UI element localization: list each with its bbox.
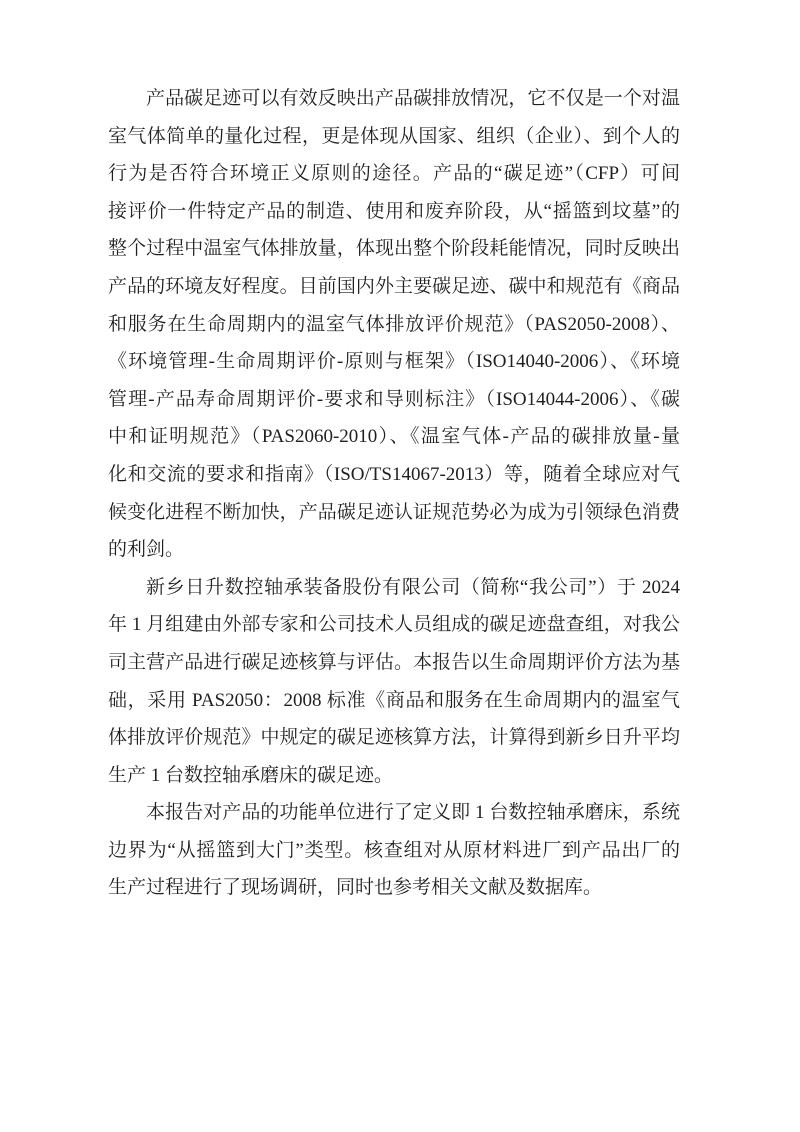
- text-line: 本报告对产品的功能单位进行了定义即 1 台数控轴承磨床，系统: [146, 802, 680, 824]
- text-line: 室气体简单的量化过程，更是体现从国家、组织（企业）、到个人的: [108, 125, 680, 147]
- text-line: 和服务在生命周期内的温室气体排放评价规范》（PAS2050-2008）、: [108, 313, 680, 335]
- text-line: 产品碳足迹可以有效反映出产品碳排放情况，它不仅是一个对温: [146, 88, 680, 109]
- text-line: 体排放评价规范》中规定的碳足迹核算方法，计算得到新乡日升平均: [108, 727, 680, 749]
- text-line: 接评价一件特定产品的制造、使用和废弃阶段，从“摇篮到坟墓”的: [108, 200, 680, 222]
- text-line: 中和证明规范》（PAS2060-2010）、《温室气体-产品的碳排放量-量: [108, 426, 680, 448]
- text-line: 生产 1 台数控轴承磨床的碳足迹。: [108, 764, 394, 786]
- text-line: 产品的环境友好程度。目前国内外主要碳足迹、碳中和规范有《商品: [108, 275, 680, 297]
- text-line: 的利剑。: [108, 539, 185, 561]
- text-line: 边界为“从摇篮到大门”类型。核查组对从原材料进厂到产品出厂的: [108, 839, 680, 861]
- text-line: 生产过程进行了现场调研，同时也参考相关文献及数据库。: [108, 877, 603, 899]
- text-line: 《环境管理-生命周期评价-原则与框架》（ISO14040-2006）、《环境: [108, 351, 680, 373]
- text-line: 化和交流的要求和指南》（ISO/TS14067-2013）等，随着全球应对气: [108, 463, 680, 485]
- text-line: 整个过程中温室气体排放量，体现出整个阶段耗能情况，同时反映出: [108, 238, 680, 260]
- text-line: 行为是否符合环境正义原则的途径。产品的“碳足迹”（CFP）可间: [108, 163, 680, 185]
- text-line: 候变化进程不断加快，产品碳足迹认证规范势必为成为引领绿色消费: [108, 501, 680, 523]
- text-line: 管理-产品寿命周期评价-要求和导则标注》（ISO14044-2006）、《碳: [108, 388, 680, 410]
- text-line: 司主营产品进行碳足迹核算与评估。本报告以生命周期评价方法为基: [108, 651, 680, 673]
- document-body: [108, 80, 680, 907]
- text-line: 年 1 月组建由外部专家和公司技术人员组成的碳足迹盘查组，对我公: [108, 614, 680, 636]
- text-line: 新乡日升数控轴承装备股份有限公司（简称“我公司”）于 2024: [146, 576, 680, 598]
- text-line: 础，采用 PAS2050：2008 标准《商品和服务在生命周期内的温室气: [108, 689, 680, 711]
